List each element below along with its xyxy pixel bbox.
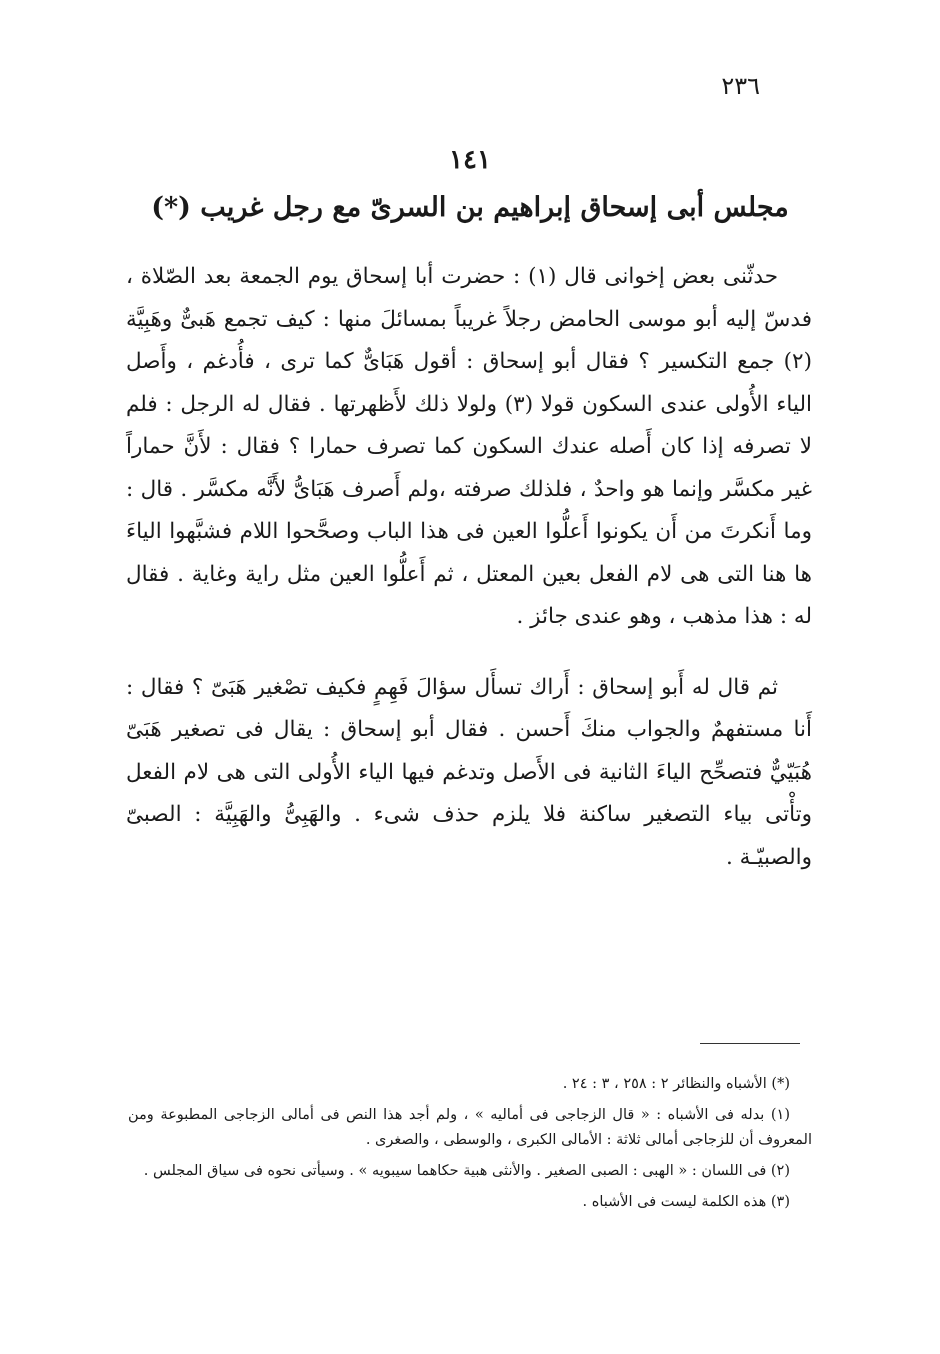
paragraph-1: حدثّنى بعض إخوانى قال (١) : حضرت أبا إسحاق يوم الجمعة بعد الصّلاة ، فدسّ إليه أبو موسى الحامض رجلاً غريباً بمسائلَ منها : كيف تجمع هَبىٌّ وهَبِيَّة (٢) جمع التكسير ؟ فقال أبو إسحاق : أقول هَبَاىٌّ كما ترى ، فأُدغم ، وأَصل الياء الأُولى عندى السكون قولا (٣) ولولا ذلك لأَظهرتها . فقال له الرجل : فلم لا تصرفه إذا كان أَصله عندك السكون كما تصرف حمارا ؟ فقال : لأَنَّ حماراً غير مكسَّر وإنما هو واحدٌ ، فلذلك صرفته ،ولم أَصرف هَبَاىُّ لأَنَّه مكسَّر . قال : وما أَنكرتَ من أَن يكونوا أَعلُّوا العين فى هذا الباب وصحَّحوا اللام فشبَّهوا الياءَ ها هنا التى هى لام الفعل بعين المعتل ، ثم أَعلُّوا العين مثل راية وغاية . فقال له : هذا مذهب ، وهو عندى جائز .: [126, 264, 812, 629]
main-text: [126, 256, 812, 879]
footnote-star: (*) الأشباه والنظائر ٢ : ٢٥٨ ، ٣ : ٢٤ .: [562, 1076, 790, 1092]
footnote-1: (١) بدله فى الأشباه : « قال الزجاجى فى أماليه » ، ولم أجد هذا النص فى أمالى الزجاجى المطبوعة ومن المعروف أن للزجاجى أمالى ثلاثة : الأمالى الكبرى ، والوسطى ، والصغرى .: [128, 1107, 812, 1148]
page-number: ٢٣٦: [721, 72, 760, 100]
paragraph-2: ثم قال له أَبو إسحاق : أَراك تسأَل سؤالَ فَهِمٍ فكيف تصْغير هَبَىّ ؟ فقال : أَنا مستفهمٌ والجواب منكَ أَحسن . فقال أبو إسحاق : يقال فى تصغير هَبَىّ هُبَيّيٌّ فتصحِّح الياءَ الثانية فى الأَصل وتدغم فيها الياء الأُولى التى هى لام الفعل وتأْتى بياء التصغير ساكنة فلا يلزم حذف شىء . والهَبِىُّ والهَبِيَّة : الصبىّ والصبيّـة .: [126, 674, 812, 870]
footnotes: [128, 1072, 812, 1221]
section-number: ١٤١: [449, 145, 491, 175]
footnote-2: (٢) فى اللسان : « الهبى : الصبى الصغير . والأنثى هبية حكاهما سيبويه » . وسيأتى نحوه فى سياق المجلس .: [143, 1163, 790, 1179]
footnote-separator: [700, 1043, 800, 1044]
footnote-3: (٣) هذه الكلمة ليست فى الأشباه .: [582, 1194, 790, 1210]
section-title: مجلس أبى إسحاق إبراهيم بن السرىّ مع رجل غريب (*): [151, 192, 789, 223]
